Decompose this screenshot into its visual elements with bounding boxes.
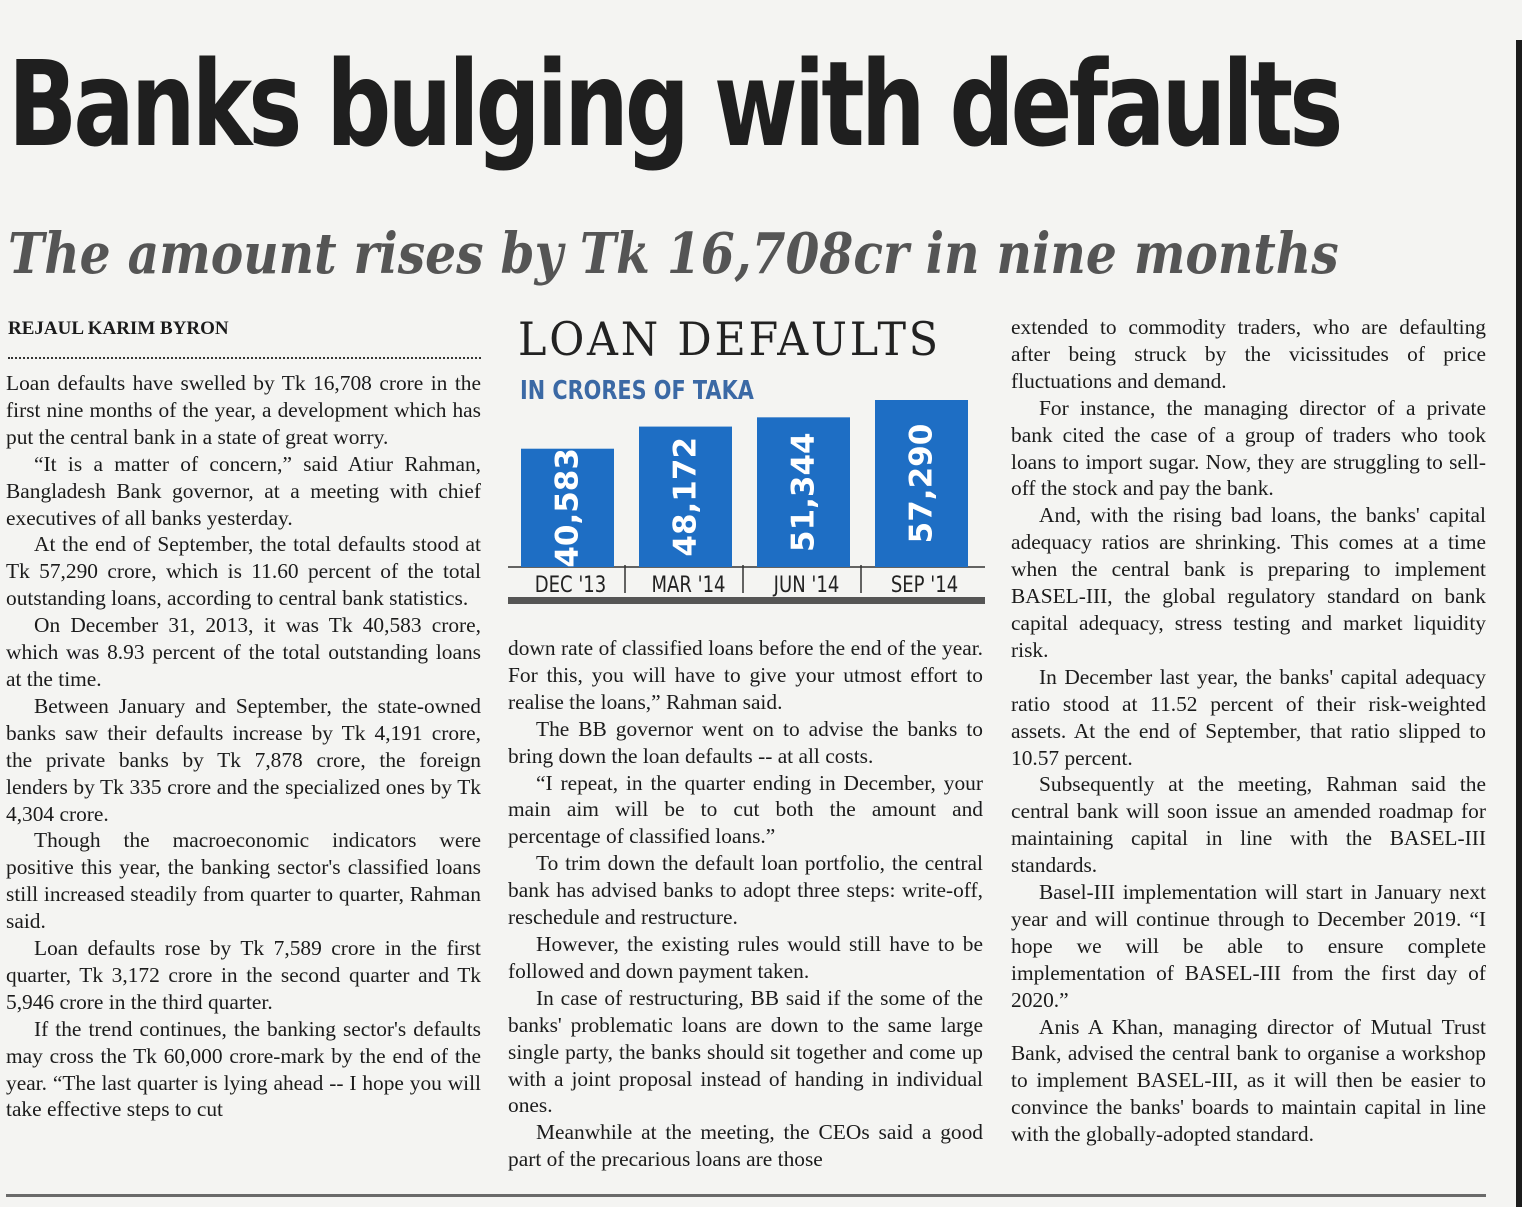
headline: Banks bulging with defaults [8, 35, 1340, 173]
paragraph: Loan defaults have swelled by Tk 16,708 crore in the first nine months of the year, a development which has put the central bank in a state of great worry. [6, 371, 481, 449]
chart-title: LOAN DEFAULTS [518, 312, 941, 366]
bar-value-label: 48,172 [667, 436, 704, 557]
bar-value-label: 51,344 [785, 432, 822, 552]
bar-value-label: 40,583 [549, 448, 586, 568]
paragraph: For instance, the managing director of a private bank cited the case of a group of traders who took loans to import sugar. Now, they are struggling to sell-off the stock and pay the bank. [1011, 395, 1486, 501]
x-tick-label: MAR '14 [651, 571, 726, 598]
paragraph: extended to commodity traders, who are defaulting after being struck by the vicissitudes of price fluctuations and demand. [1011, 315, 1486, 393]
paragraph: At the end of September, the total defaults stood at Tk 57,290 crore, which is 11.60 percent of the total outstanding loans, according to central bank statistics. [6, 532, 481, 611]
x-tick-label: SEP '14 [890, 571, 959, 598]
chart-bottom-rule [508, 597, 985, 604]
paragraph: And, with the rising bad loans, the banks' capital adequacy ratios are shrinking. This comes at a time when the central bank is preparing to implement BASEL-III, the global regulatory standard on bank capital adequacy, stress testing and market liquidity risk. [1011, 503, 1486, 662]
paragraph: To trim down the default loan portfolio, the central bank has advised banks to adopt three steps: write-off, reschedule and restructure. [508, 851, 983, 930]
loan-defaults-chart [0, 0, 1000, 620]
x-tick-label: JUN '14 [773, 571, 840, 598]
paragraph: Loan defaults rose by Tk 7,589 crore in the first quarter, Tk 3,172 crore in the second quarter and Tk 5,946 crore in the third quarter. [6, 936, 481, 1014]
paragraph: Meanwhile at the meeting, the CEOs said a good part of the precarious loans are those [508, 1120, 983, 1172]
byline: REJAUL KARIM BYRON [8, 318, 229, 339]
paragraph: Anis A Khan, managing director of Mutual Trust Bank, advised the central bank to organise a workshop to implement BASEL-III, as it will then be easier to convince the banks' boards to maintain capital in line with the globally-adopted standard. [1011, 1014, 1486, 1147]
x-tick-label: DEC '13 [534, 571, 607, 598]
paragraph: down rate of classified loans before the end of the year. For this, you will have to give your utmost effort to realise the loans,” Rahman said. [508, 636, 983, 714]
paragraph: Basel-III implementation will start in January next year and will continue through to December 2019. “I hope we will be able to ensure complete implementation of BASEL-III from the first day of 2020.” [1011, 880, 1486, 1012]
article-column-2 [508, 635, 983, 1180]
paragraph: In December last year, the banks' capital adequacy ratio stood at 11.52 percent of their risk-weighted assets. At the end of September, that ratio slipped to 10.57 percent. [1011, 664, 1486, 770]
paragraph: Though the macroeconomic indicators were positive this year, the banking sector's classified loans still increased steadily from quarter to quarter, Rahman said. [6, 828, 481, 934]
paragraph: Subsequently at the meeting, Rahman said the central bank will soon issue an amended roadmap for maintaining capital in line with the BASEL-III standards. [1011, 772, 1486, 878]
bottom-rule [6, 1194, 1486, 1197]
paragraph: “I repeat, in the quarter ending in December, your main aim will be to cut both the amount and percentage of classified loans.” [508, 770, 983, 849]
chart-subtitle: IN CRORES OF TAKA [520, 376, 754, 406]
paragraph: Between January and September, the state-owned banks saw their defaults increase by Tk 4,191 crore, the private banks by Tk 7,878 crore, the foreign lenders by Tk 335 crore and the specialized ones by Tk 4,304 crore. [6, 693, 481, 826]
paragraph: “It is a matter of concern,” said Atiur Rahman, Bangladesh Bank governor, at a meeting with chief executives of all banks yesterday. [6, 451, 481, 530]
bar-value-label: 57,290 [903, 423, 940, 544]
subheadline: The amount rises by Tk 16,708cr in nine months [8, 221, 1339, 287]
page-edge [1516, 40, 1522, 1207]
paragraph: The BB governor went on to advise the banks to bring down the loan defaults -- at all costs. [508, 716, 983, 768]
paragraph: On December 31, 2013, it was Tk 40,583 crore, which was 8.93 percent of the total outstanding loans at the time. [6, 613, 481, 691]
paragraph: In case of restructuring, BB said if the some of the banks' problematic loans are down to the same large single party, the banks should sit together and come up with a joint proposal instead of handing in individual ones. [508, 985, 983, 1118]
article-column-3 [1011, 314, 1486, 1180]
paragraph: If the trend continues, the banking sector's defaults may cross the Tk 60,000 crore-mark by the end of the year. “The last quarter is lying ahead -- I hope you will take effective steps to cut [6, 1016, 481, 1122]
paragraph: However, the existing rules would still have to be followed and down payment taken. [508, 931, 983, 983]
